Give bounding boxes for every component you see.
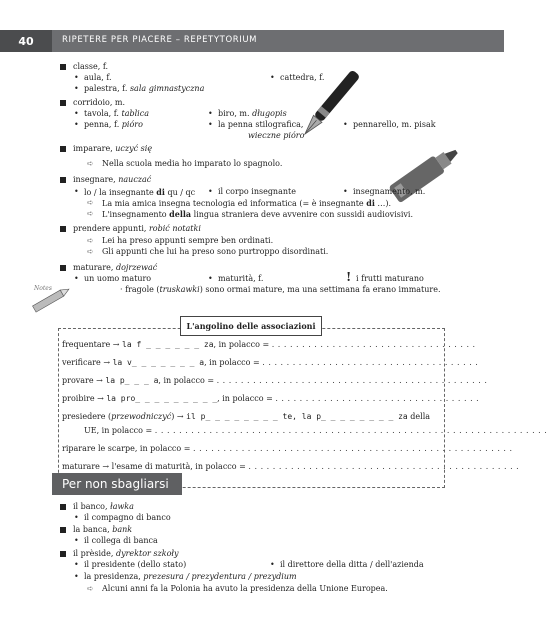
- assoc-row: provare → la p_ _ _ a, in polacco = . . . . . . . . . . . . . . . . . . . . . . . . . . . . . . . . . . . . . . . . . . . . .: [62, 376, 488, 385]
- exclamation-icon: !: [346, 270, 352, 284]
- entry-maturita: • maturità, f.: [218, 274, 263, 284]
- entry-presidente: • il presidente (dello stato): [84, 560, 186, 570]
- assoc-row: proibire → la pro_ _ _ _ _ _ _ _ _, in polacco = . . . . . . . . . . . . . . . . . . . . . . . . . . . . . . . . . .: [62, 394, 480, 403]
- entry-tavola: • tavola, f. tablica: [84, 109, 149, 119]
- entry-pennarello: • pennarello, m. pisak: [353, 120, 436, 130]
- assoc-row: riparare le scarpe, in polacco = . . . . . . . . . . . . . . . . . . . . . . . . . . . . . . . . . . . . . . . . . . . . . . . . . . . . .: [62, 444, 513, 453]
- entry-uomo-maturo: • un uomo maturo: [84, 274, 151, 284]
- assoc-row: frequentare → la f _ _ _ _ _ _ za, in polacco = . . . . . . . . . . . . . . . . . . . . . . . . . . . . . . . . . .: [62, 340, 476, 349]
- section-heading: Per non sbagliarsi: [52, 473, 182, 495]
- entry-compagno: • il compagno di banco: [84, 513, 171, 523]
- entry-frutti: i frutti maturano: [356, 274, 424, 283]
- entry-banca: la banca, bank: [73, 525, 133, 534]
- entry-insegnamento: • insegnamento, m.: [353, 187, 425, 197]
- entry-collega: • il collega di banca: [84, 536, 158, 546]
- entry-presidenza: • la presidenza, prezesura / prezydentura / prezydium: [84, 572, 297, 582]
- entry-insegnare: insegnare, nauczać: [73, 175, 152, 184]
- entry-palestra: • palestra, f. sala gimnastyczna: [84, 84, 204, 94]
- example-insegnare-2: ➪ L'insegnamento della lingua straniera deve avvenire con sussidi audiovisivi.: [87, 209, 414, 219]
- example-appunti-2: ➪ Gli appunti che lui ha preso sono purtroppo disordinati.: [87, 247, 329, 256]
- running-header: [0, 30, 504, 52]
- entry-corpo-insegnante: • il corpo insegnante: [218, 187, 296, 197]
- entry-corridoio: corridoio, m.: [73, 98, 126, 107]
- arrow-icon: ➪: [87, 584, 94, 593]
- page-number: 40: [0, 30, 52, 52]
- example-appunti-1: ➪ Lei ha preso appunti sempre ben ordinati.: [87, 236, 274, 245]
- assoc-row: UE, in polacco = . . . . . . . . . . . . . . . . . . . . . . . . . . . . . . . . . . . . . . . . . . . . . . . . . . . . . . . . . . . . . . . . .: [84, 426, 547, 435]
- pencil-note: Notes: [34, 285, 52, 292]
- arrow-icon: ➪: [87, 209, 94, 218]
- assoc-row: maturare → l'esame di maturità, in polacco = . . . . . . . . . . . . . . . . . . . . . . . . . . . . . . . . . . . . . . . . . . . . .: [62, 462, 520, 471]
- arrow-icon: ➪: [87, 247, 94, 256]
- entry-aula: • aula, f.: [84, 73, 112, 83]
- highlighter-marker-icon: [378, 135, 468, 215]
- entry-cattedra: • cattedra, f.: [280, 73, 324, 83]
- entry-classe: classe, f.: [73, 62, 109, 71]
- example-imparare: ➪ Nella scuola media ho imparato lo spagnolo.: [87, 159, 283, 168]
- entry-prendere-appunti: prendere appunti, robić notatki: [73, 224, 201, 233]
- entry-penna: • penna, f. pióro: [84, 120, 143, 130]
- entry-stilografica-translation: wieczne pióro: [248, 131, 305, 140]
- arrow-icon: ➪: [87, 198, 94, 207]
- entry-insegnante: • lo / la insegnante di qu / qc: [84, 187, 195, 198]
- running-title: RIPETERE PER PIACERE – REPETYTORIUM: [62, 35, 258, 45]
- assoc-row: presiedere (przewodniczyć) → il p_ _ _ _ _ _ _ _ te, la p_ _ _ _ _ _ _ _ za della: [62, 412, 431, 421]
- entry-maturare: maturare, dojrzewać: [73, 263, 158, 272]
- entry-stilografica: • la penna stilografica,: [218, 120, 303, 130]
- pencil-icon: [28, 280, 74, 320]
- arrow-icon: ➪: [87, 159, 94, 168]
- entry-direttore: • il direttore della ditta / dell'azienda: [280, 560, 424, 570]
- entry-biro: • biro, m. długopis: [218, 109, 287, 119]
- entry-preside: il prèside, dyrektor szkoły: [73, 549, 179, 558]
- example-insegnare-1: ➪ La mia amica insegna tecnologia ed informatica (= è insegnante di …).: [87, 198, 392, 208]
- associations-title: L'angolino delle associazioni: [180, 316, 322, 336]
- entry-imparare: imparare, uczyć się: [73, 144, 153, 153]
- entry-banco: il banco, ławka: [73, 502, 134, 511]
- example-fragole: · fragole (truskawki) sono ormai mature, ma una settimana fa erano immature.: [120, 285, 441, 294]
- example-presidenza: ➪ Alcuni anni fa la Polonia ha avuto la presidenza della Unione Europea.: [87, 584, 388, 593]
- arrow-icon: ➪: [87, 236, 94, 245]
- assoc-row: verificare → la v_ _ _ _ _ _ _ a, in polacco = . . . . . . . . . . . . . . . . . . . . . . . . . . . . . . . . . . . .: [62, 358, 479, 367]
